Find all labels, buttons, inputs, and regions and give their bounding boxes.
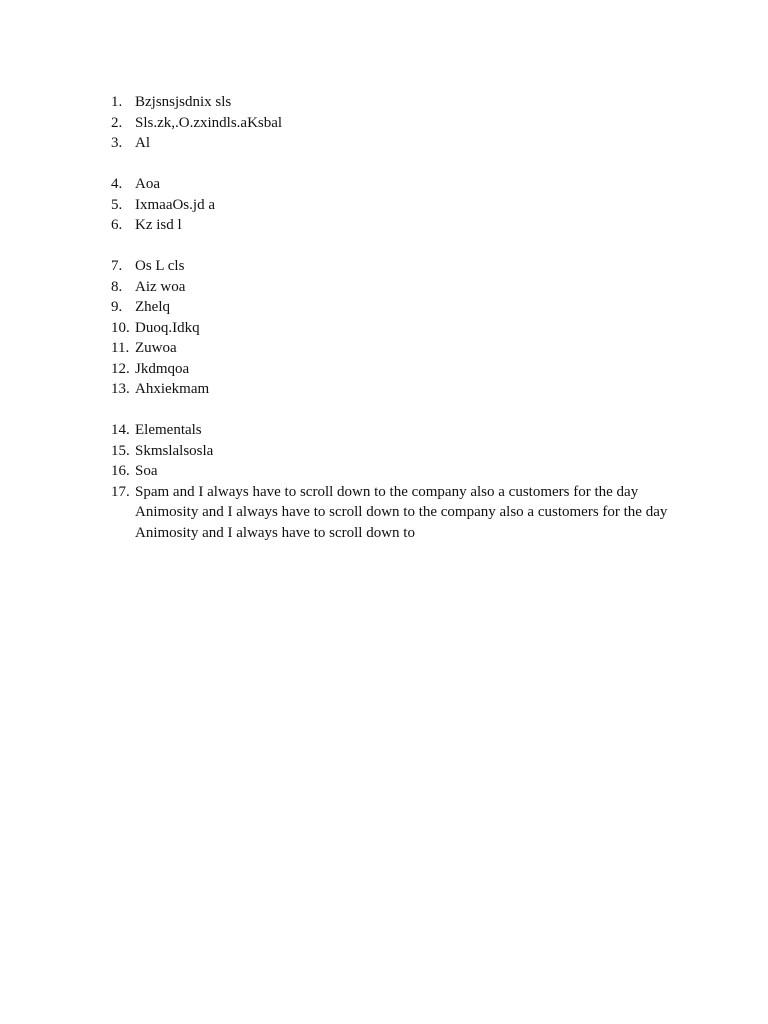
list-item bbox=[111, 461, 711, 482]
list-item-number: 6. bbox=[111, 217, 123, 233]
list-item-line: Animosity and I always have to scroll down to the company also a customers for the day bbox=[135, 504, 668, 520]
list-item-number: 4. bbox=[111, 176, 123, 192]
list-item bbox=[111, 318, 711, 339]
list-item bbox=[111, 256, 711, 277]
list-item-text bbox=[135, 441, 711, 462]
list-item bbox=[111, 482, 711, 544]
list-item-line: Kz isd l bbox=[135, 217, 182, 233]
list-item-line: Animosity and I always have to scroll down to bbox=[135, 524, 415, 541]
group-spacer bbox=[111, 400, 711, 421]
list-item-number: 7. bbox=[111, 258, 123, 274]
list-item-number: 8. bbox=[111, 278, 123, 295]
list-item-line: Sls.zk,.O.zxindls.aKsbal bbox=[135, 114, 283, 131]
list-item-line: Ahxiekmam bbox=[135, 381, 210, 397]
list-item bbox=[111, 338, 711, 359]
list-item-line: Soa bbox=[135, 463, 158, 479]
list-item-text bbox=[135, 359, 711, 380]
list-item-line: Aoa bbox=[135, 176, 160, 192]
list-item-line: IxmaaOs.jd a bbox=[135, 196, 215, 213]
list-item-text bbox=[135, 215, 711, 236]
list-item bbox=[111, 441, 711, 462]
list-item-line: Spam and I always have to scroll down to the company also a customers for the day bbox=[135, 483, 639, 500]
list-item-text bbox=[135, 338, 711, 359]
group-spacer bbox=[111, 154, 711, 175]
list-item-number: 14. bbox=[111, 422, 130, 438]
list-item-line: Zhelq bbox=[135, 299, 170, 315]
list-item-text bbox=[135, 92, 711, 113]
list-item-text bbox=[135, 174, 711, 195]
list-item-line: Skmslalsosla bbox=[135, 442, 214, 459]
list-item-line: Jkdmqoa bbox=[135, 360, 190, 377]
list-item bbox=[111, 359, 711, 380]
list-item-text bbox=[135, 133, 711, 154]
list-item-line: Duoq.Idkq bbox=[135, 319, 200, 336]
list-item bbox=[111, 92, 711, 113]
list-item bbox=[111, 113, 711, 134]
list-item-number: 3. bbox=[111, 135, 123, 151]
list-item-line: Zuwoa bbox=[135, 340, 177, 356]
list-item-number: 17. bbox=[111, 483, 130, 500]
list-item-number: 5. bbox=[111, 196, 123, 213]
list-item bbox=[111, 379, 711, 400]
list-item-text bbox=[135, 318, 711, 339]
list-item-line: Os L cls bbox=[135, 258, 185, 274]
list-item-line: Al bbox=[135, 135, 150, 151]
list-item-text bbox=[135, 256, 711, 277]
list-item bbox=[111, 195, 711, 216]
numbered-list bbox=[111, 92, 711, 543]
list-item bbox=[111, 133, 711, 154]
list-item-number: 16. bbox=[111, 463, 130, 479]
list-item-text bbox=[135, 277, 711, 298]
list-item bbox=[111, 277, 711, 298]
list-item-text bbox=[135, 420, 711, 441]
list-item-text bbox=[135, 379, 711, 400]
list-item-text bbox=[135, 113, 711, 134]
list-item-line: Elementals bbox=[135, 422, 202, 438]
list-item bbox=[111, 215, 711, 236]
list-item-text bbox=[135, 482, 711, 544]
list-item-number: 10. bbox=[111, 319, 130, 336]
list-item-line: Bzjsnsjsdnix sls bbox=[135, 94, 232, 110]
list-item-number: 12. bbox=[111, 360, 130, 377]
list-item bbox=[111, 297, 711, 318]
list-item-text bbox=[135, 461, 711, 482]
list-item-number: 15. bbox=[111, 442, 130, 459]
list-item bbox=[111, 420, 711, 441]
list-item-number: 2. bbox=[111, 114, 123, 131]
group-spacer bbox=[111, 236, 711, 257]
list-item bbox=[111, 174, 711, 195]
list-item-number: 9. bbox=[111, 299, 123, 315]
list-item-text bbox=[135, 297, 711, 318]
list-item-text bbox=[135, 195, 711, 216]
list-item-line: Aiz woa bbox=[135, 278, 186, 295]
list-item-number: 1. bbox=[111, 94, 123, 110]
list-item-number: 13. bbox=[111, 381, 130, 397]
list-item-number: 11. bbox=[111, 340, 130, 356]
